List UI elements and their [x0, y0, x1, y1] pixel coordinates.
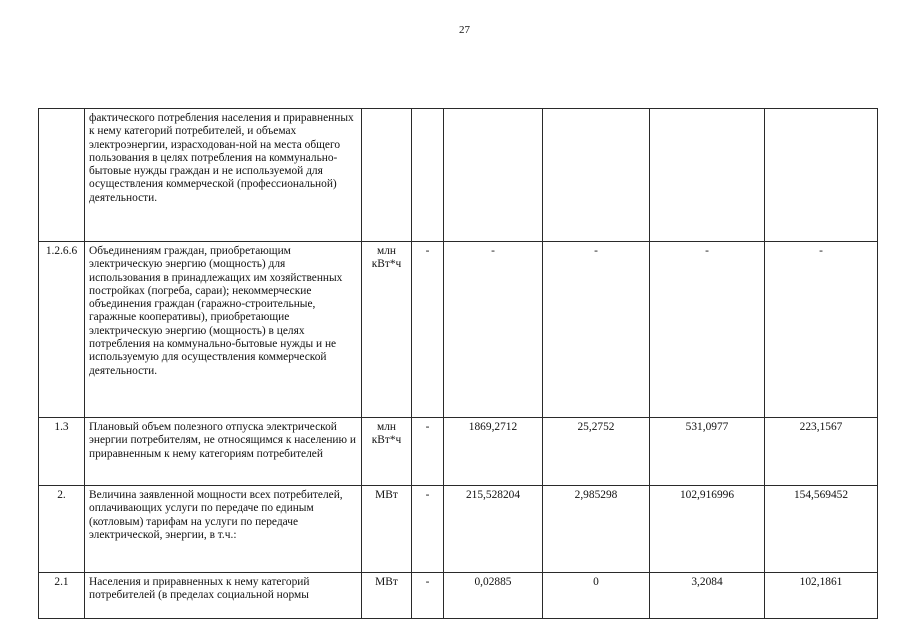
row-value-4: 102,1861 [765, 573, 878, 619]
page-number: 27 [459, 24, 470, 36]
row-description: Объединениям граждан, приобретающим электрическую энергию (мощность) для использования в принадлежащих им хозяйственных постройках (погреба, сараи); некоммерческие объединения граждан (гаражно-строительные, гаражные кооперативы), приобретающие электрическую энергию (мощность) в целях потребления на коммунально-бытовые нужды и не используемую для осуществления коммерческой деятельности. [85, 242, 362, 418]
row-value-1: 0,02885 [444, 573, 543, 619]
row-description: Величина заявленной мощности всех потребителей, оплачивающих услуги по передаче по единым (котловым) тарифам на услуги по передаче электрической, энергии, в т.ч.: [85, 486, 362, 573]
table-row [39, 418, 878, 486]
row-value-3: 3,2084 [650, 573, 765, 619]
row-value-3: 531,0977 [650, 418, 765, 486]
row-value-2: 0 [543, 573, 650, 619]
table-row [39, 573, 878, 619]
row-number: 1.3 [39, 418, 85, 486]
row-col4: - [412, 486, 444, 573]
row-col4 [412, 109, 444, 242]
row-unit: МВт [362, 573, 412, 619]
row-value-1: 1869,2712 [444, 418, 543, 486]
row-value-2 [543, 109, 650, 242]
table-row [39, 486, 878, 573]
row-value-1 [444, 109, 543, 242]
tariff-table [38, 108, 878, 619]
row-value-3 [650, 109, 765, 242]
row-value-3: 102,916996 [650, 486, 765, 573]
row-col4: - [412, 418, 444, 486]
row-value-4 [765, 109, 878, 242]
row-unit: МВт [362, 486, 412, 573]
row-col4: - [412, 573, 444, 619]
row-unit: млн кВт*ч [362, 418, 412, 486]
row-number: 2. [39, 486, 85, 573]
row-number: 2.1 [39, 573, 85, 619]
row-value-1: - [444, 242, 543, 418]
table-row [39, 242, 878, 418]
row-value-2: 25,2752 [543, 418, 650, 486]
row-value-4: 154,569452 [765, 486, 878, 573]
row-number: 1.2.6.6 [39, 242, 85, 418]
row-value-2: - [543, 242, 650, 418]
row-description: Населения и приравненных к нему категорий потребителей (в пределах социальной нормы [85, 573, 362, 619]
row-number [39, 109, 85, 242]
table-row [39, 109, 878, 242]
row-value-2: 2,985298 [543, 486, 650, 573]
row-value-1: 215,528204 [444, 486, 543, 573]
row-unit: млн кВт*ч [362, 242, 412, 418]
row-description: фактического потребления населения и приравненных к нему категорий потребителей, и объемах электроэнергии, израсходован-ной на места общего пользования в целях потребления на коммунально-бытовые нужды граждан и не используемой для осуществления коммерческой (профессиональной) деятельности. [85, 109, 362, 242]
row-col4: - [412, 242, 444, 418]
row-description: Плановый объем полезного отпуска электрической энергии потребителям, не относящимся к населению и приравненным к нему категориям потребителей [85, 418, 362, 486]
row-value-3: - [650, 242, 765, 418]
row-unit [362, 109, 412, 242]
row-value-4: 223,1567 [765, 418, 878, 486]
row-value-4: - [765, 242, 878, 418]
